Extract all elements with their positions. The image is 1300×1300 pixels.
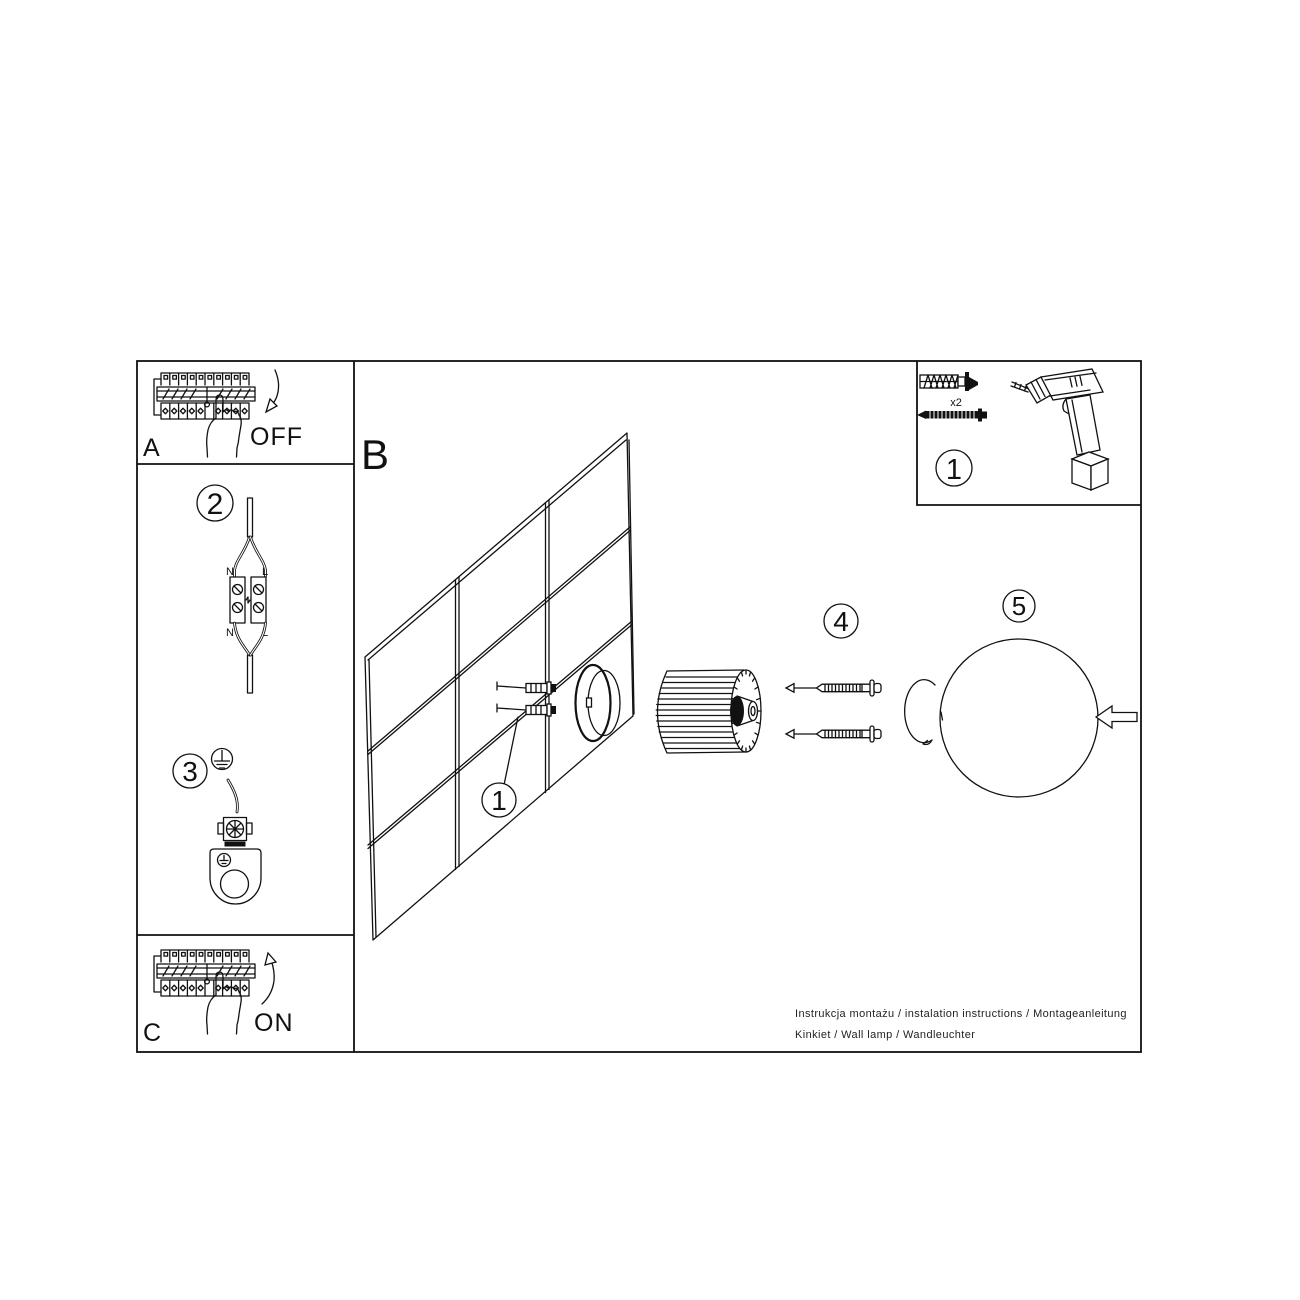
assembly-arrow-left-icon [1096,706,1137,728]
step2-wiring-diagram [197,485,268,693]
breaker-panel-icon [154,950,255,1034]
cable-bottom [248,655,253,693]
ball-neck-gasket [905,680,935,745]
ball-contact-mark [941,712,943,720]
step1-kit-number: 1 [945,454,963,486]
panel-c-power-on-step [143,950,294,1047]
terminal-block [230,577,266,623]
footer-line2: Kinkiet / Wall lamp / Wandleuchter [795,1029,976,1041]
panel-a-power-off-step [143,370,303,462]
kit-box [917,369,1108,490]
step3-number: 3 [182,756,198,787]
step4-screws [786,604,881,742]
glass-ball [940,639,1098,797]
step4-number: 4 [833,606,849,637]
power-off-label: OFF [250,423,303,451]
breaker-panel-icon [154,373,255,457]
panel-a-label: A [143,434,160,462]
lamp-body [656,670,761,753]
wall-plug-top [497,682,556,694]
terminal-n-top-label: N [226,566,234,578]
footer-line1: Instrukcja montażu / instalation instructions / Montageanleitung [795,1008,1127,1020]
terminal-l-bottom-label: L [261,627,269,639]
sheet-frame [137,361,1141,1052]
anchor-count-label: x2 [950,397,962,409]
step1-wall-number: 1 [491,785,507,816]
curved-arrow-up-icon [262,953,276,1004]
step5-number: 5 [1011,591,1027,621]
step2-number: 2 [206,488,224,521]
kit-screw-icon [917,409,987,422]
drill-icon [1011,369,1108,490]
screw-top [786,680,881,696]
wall-anchor-icon [920,372,978,391]
earth-ground-icon [212,749,233,770]
wall-plug-bottom [497,704,556,716]
terminal-l-top-label: L [261,566,269,578]
panel-c-label: C [143,1019,162,1047]
screw-bottom [786,726,881,742]
terminal-n-bottom-label: N [226,627,234,639]
step5-glass-ball [905,590,1137,797]
mounting-ring [576,665,621,741]
curved-arrow-down-icon [266,370,279,412]
wall-callout-1 [482,717,518,817]
step3-ground-connection [173,749,261,905]
footer [795,1008,1127,1041]
section-b-label: B [361,431,390,478]
cable-top [248,498,253,537]
section-b-wall-mounting [361,431,634,940]
ground-clamp [218,818,252,847]
power-on-label: ON [254,1009,294,1037]
wall-bracket [210,849,261,904]
